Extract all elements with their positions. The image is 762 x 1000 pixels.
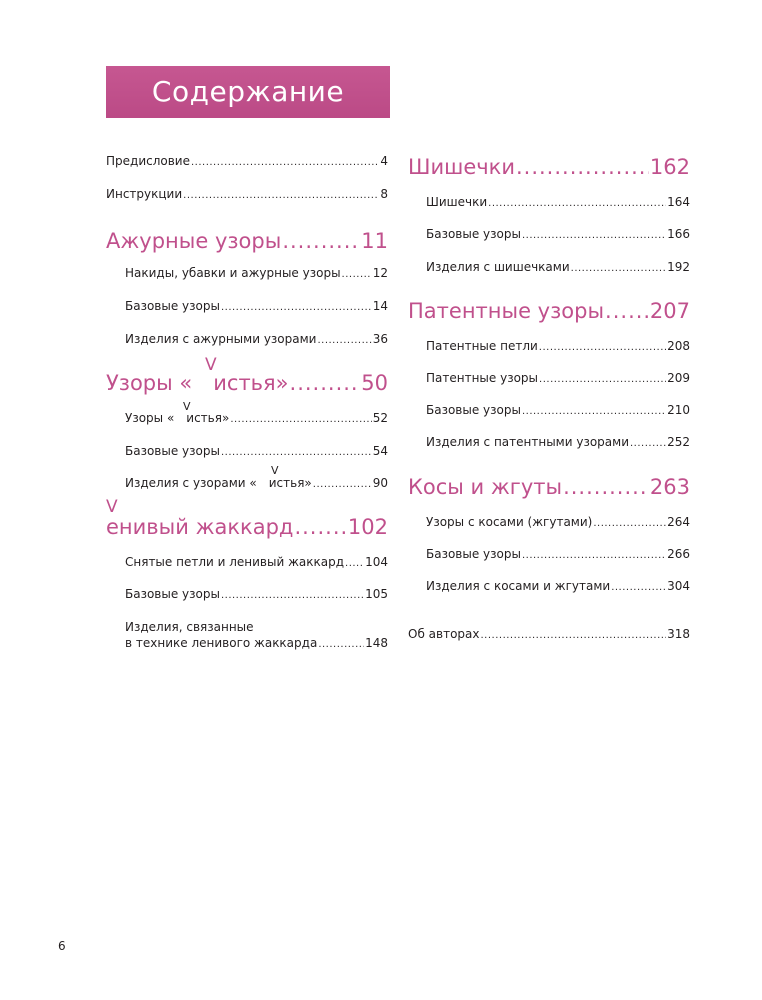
leader-dots xyxy=(183,188,379,203)
section-title: Ажурные узоры xyxy=(106,229,282,253)
leader-dots xyxy=(539,372,666,387)
section-title: енивый жаккард xyxy=(106,515,294,539)
section-page: 162 xyxy=(649,155,690,179)
section-title: Патентные узоры xyxy=(408,299,605,323)
entry-page: 104 xyxy=(365,555,388,569)
entry-page: 14 xyxy=(372,299,388,313)
leader-dots xyxy=(317,333,371,348)
entry-page: 52 xyxy=(372,411,388,425)
leader-dots xyxy=(571,261,666,276)
entry-page: 264 xyxy=(667,515,690,529)
toc-entry-basic-patterns[interactable] xyxy=(426,547,690,563)
entry-title: Шишечки xyxy=(426,195,488,209)
leader-dots xyxy=(294,514,346,540)
leader-dots xyxy=(313,477,372,492)
entry-title: Базовые узоры xyxy=(426,227,521,241)
entry-title: Узоры с косами (жгутами) xyxy=(426,515,593,529)
toc-entry-jacquard-items-line1: Изделия, связанные xyxy=(125,620,254,634)
entry-page: 105 xyxy=(365,587,388,601)
entry-title: Базовые узоры xyxy=(125,587,220,601)
entry-page: 252 xyxy=(667,435,690,449)
contents-title: Содержание xyxy=(106,66,390,118)
leader-dots xyxy=(605,298,649,324)
leader-dots xyxy=(282,228,360,254)
toc-entry-about-authors[interactable] xyxy=(408,627,690,643)
entry-page: 192 xyxy=(667,260,690,274)
toc-entry-leaf-items[interactable] xyxy=(125,476,388,492)
caron-mark: V xyxy=(271,464,279,477)
entry-page: 210 xyxy=(667,403,690,417)
section-title: Шишечки xyxy=(408,155,515,179)
leader-dots xyxy=(516,154,649,180)
section-title: Узоры « истья» xyxy=(106,371,289,395)
entry-title: Об авторах xyxy=(408,627,480,641)
toc-entry-cable-patterns[interactable] xyxy=(426,515,690,531)
leader-dots xyxy=(563,474,649,500)
entry-page: 164 xyxy=(667,195,690,209)
toc-entry-leaf-patterns[interactable] xyxy=(125,411,388,427)
entry-page: 166 xyxy=(667,227,690,241)
leader-dots xyxy=(345,556,364,571)
toc-entry-jacquard-items[interactable] xyxy=(125,636,388,652)
entry-title: Изделия с узорами « истья» xyxy=(125,476,312,490)
entry-title: Базовые узоры xyxy=(125,444,220,458)
page-number: 6 xyxy=(58,939,66,953)
leader-dots xyxy=(593,516,666,531)
toc-entry-basic-patterns[interactable] xyxy=(426,227,690,243)
entry-title: Базовые узоры xyxy=(426,403,521,417)
leader-dots xyxy=(630,436,666,451)
entry-title: Базовые узоры xyxy=(426,547,521,561)
toc-section-leaves[interactable] xyxy=(106,370,388,396)
entry-title: Узоры « истья» xyxy=(125,411,230,425)
toc-section-cables[interactable] xyxy=(408,474,690,500)
entry-page: 318 xyxy=(667,627,690,641)
toc-entry-cable-items[interactable] xyxy=(426,579,690,595)
entry-title: Накиды, убавки и ажурные узоры xyxy=(125,266,341,280)
entry-title: Базовые узоры xyxy=(125,299,220,313)
entry-title: в технике ленивого жаккарда xyxy=(125,636,318,650)
toc-entry-basic-patterns[interactable] xyxy=(125,587,388,603)
leader-dots xyxy=(290,370,361,396)
toc-entry-basic-patterns[interactable] xyxy=(426,403,690,419)
leader-dots xyxy=(488,196,666,211)
caron-mark: V xyxy=(183,400,191,413)
leader-dots xyxy=(191,155,379,170)
toc-section-lace[interactable] xyxy=(106,228,388,254)
entry-title: Патентные узоры xyxy=(426,371,539,385)
toc-section-bobbles[interactable] xyxy=(408,154,690,180)
entry-title: Изделия с косами и жгутами xyxy=(426,579,611,593)
entry-title: Инструкции xyxy=(106,187,183,201)
entry-page: 54 xyxy=(372,444,388,458)
toc-entry-bobbles[interactable] xyxy=(426,195,690,211)
leader-dots xyxy=(611,580,666,595)
toc-entry-bobble-items[interactable] xyxy=(426,260,690,276)
toc-section-brioche[interactable] xyxy=(408,298,690,324)
caron-mark: V xyxy=(205,355,217,375)
toc-entry-basic-patterns[interactable] xyxy=(125,299,388,315)
section-page: 102 xyxy=(347,515,388,539)
toc-entry-basic-patterns[interactable] xyxy=(125,444,388,460)
leader-dots xyxy=(522,404,666,419)
entry-page: 148 xyxy=(365,636,388,650)
toc-entry-slipped-stitches[interactable] xyxy=(125,555,388,571)
section-page: 207 xyxy=(649,299,690,323)
section-page: 50 xyxy=(361,371,388,395)
entry-title: Предисловие xyxy=(106,154,190,168)
leader-dots xyxy=(221,588,364,603)
toc-entry-brioche-items[interactable] xyxy=(426,435,690,451)
entry-title: Патентные петли xyxy=(426,339,538,353)
toc-entry-preface[interactable] xyxy=(106,154,388,170)
entry-page: 4 xyxy=(380,154,388,168)
leader-dots xyxy=(522,228,666,243)
section-page: 11 xyxy=(361,229,388,253)
section-page: 263 xyxy=(649,475,690,499)
entry-page: 12 xyxy=(372,266,388,280)
toc-entry-yarnovers[interactable] xyxy=(125,266,388,282)
entry-page: 36 xyxy=(372,332,388,346)
entry-title: Изделия с шишечками xyxy=(426,260,570,274)
leader-dots xyxy=(481,628,667,643)
leader-dots xyxy=(539,340,666,355)
toc-entry-brioche-stitches[interactable] xyxy=(426,339,690,355)
leader-dots xyxy=(522,548,666,563)
entry-title: Снятые петли и ленивый жаккард xyxy=(125,555,345,569)
toc-section-lazy-jacquard[interactable] xyxy=(106,514,388,540)
entry-title: Изделия с патентными узорами xyxy=(426,435,629,449)
entry-page: 304 xyxy=(667,579,690,593)
entry-page: 266 xyxy=(667,547,690,561)
toc-entry-instructions[interactable] xyxy=(106,187,388,203)
caron-mark: V xyxy=(106,497,118,517)
entry-page: 209 xyxy=(667,371,690,385)
entry-page: 8 xyxy=(380,187,388,201)
entry-page: 90 xyxy=(372,476,388,490)
entry-page: 208 xyxy=(667,339,690,353)
leader-dots xyxy=(230,412,371,427)
section-title: Косы и жгуты xyxy=(408,475,563,499)
toc-entry-brioche-patterns[interactable] xyxy=(426,371,690,387)
leader-dots xyxy=(221,445,372,460)
leader-dots xyxy=(221,300,372,315)
leader-dots xyxy=(342,267,372,282)
leader-dots xyxy=(318,637,364,652)
toc-entry-lace-items[interactable] xyxy=(125,332,388,348)
entry-title: Изделия с ажурными узорами xyxy=(125,332,317,346)
